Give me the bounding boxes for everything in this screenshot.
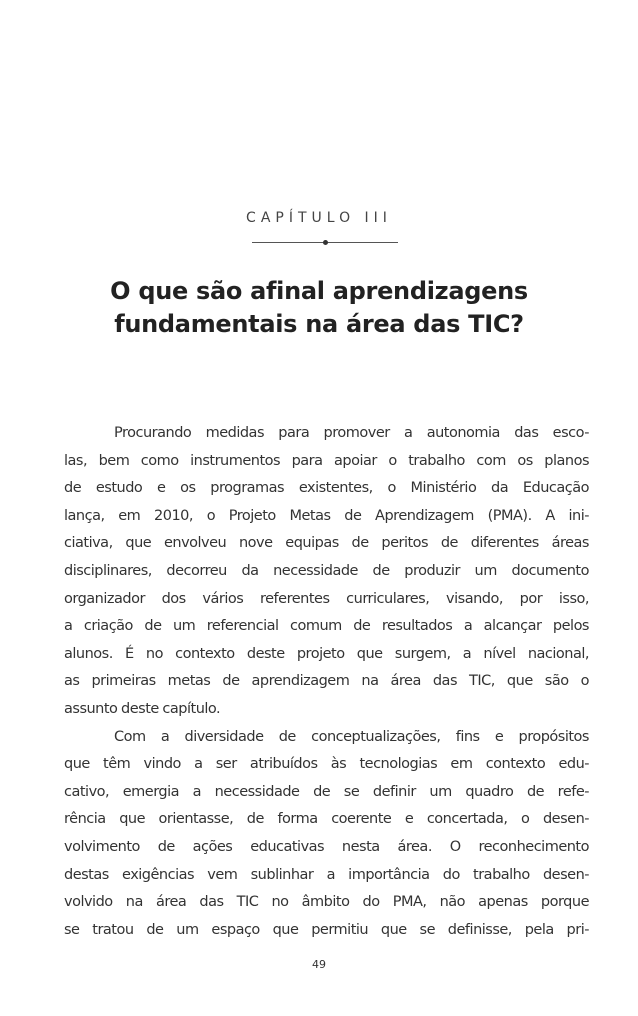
body-line: que têm vindo a ser atribuídos às tecnologias em contexto edu- (64, 756, 589, 773)
body-line: de estudo e os programas existentes, o Ministério da Educação (64, 480, 589, 497)
body-line: las, bem como instrumentos para apoiar o trabalho com os planos (64, 452, 589, 469)
body-text (64, 420, 589, 944)
body-line: alunos. É no contexto deste projeto que surgem, a nível nacional, (64, 645, 589, 662)
body-line: ciativa, que envolveu nove equipas de peritos de diferentes áreas (64, 535, 589, 552)
body-line: Procurando medidas para promover a autonomia das esco- (114, 425, 589, 441)
body-line: cativo, emergia a necessidade de se definir um quadro de refe- (64, 783, 589, 800)
body-line: Com a diversidade de conceptualizações, fins e propósitos (114, 728, 589, 745)
body-line: assunto deste capítulo. (64, 700, 221, 717)
body-line: as primeiras metas de aprendizagem na área das TIC, que são o (64, 673, 589, 690)
body-line: a criação de um referencial comum de resultados a alcançar pelos (64, 618, 589, 635)
body-line: disciplinares, decorreu da necessidade de produzir um documento (64, 562, 589, 579)
body-line: destas exigências vem sublinhar a importância do trabalho desen- (64, 866, 589, 883)
chapter-title (0, 275, 638, 341)
body-line: volvido na área das TIC no âmbito do PMA, não apenas porque (64, 894, 589, 911)
ornament-dot (323, 240, 328, 245)
body-line: lança, em 2010, o Projeto Metas de Aprendizagem (PMA). A ini- (64, 507, 589, 524)
body-line: se tratou de um espaço que permitiu que se definisse, pela pri- (64, 921, 589, 938)
chapter-title-line-2: fundamentais na área das TIC? (114, 310, 524, 338)
chapter-title-line-1: O que são afinal aprendizagens (110, 277, 528, 305)
chapter-label: CAPÍTULO III (246, 210, 392, 226)
body-line: organizador dos vários referentes curriculares, visando, por isso, (64, 590, 589, 607)
body-line: volvimento de ações educativas nesta área. O reconhecimento (64, 838, 589, 855)
chapter-ornament (252, 240, 398, 246)
page-number: 49 (312, 958, 326, 971)
body-line: rência que orientasse, de forma coerente e concertada, o desen- (64, 811, 589, 828)
